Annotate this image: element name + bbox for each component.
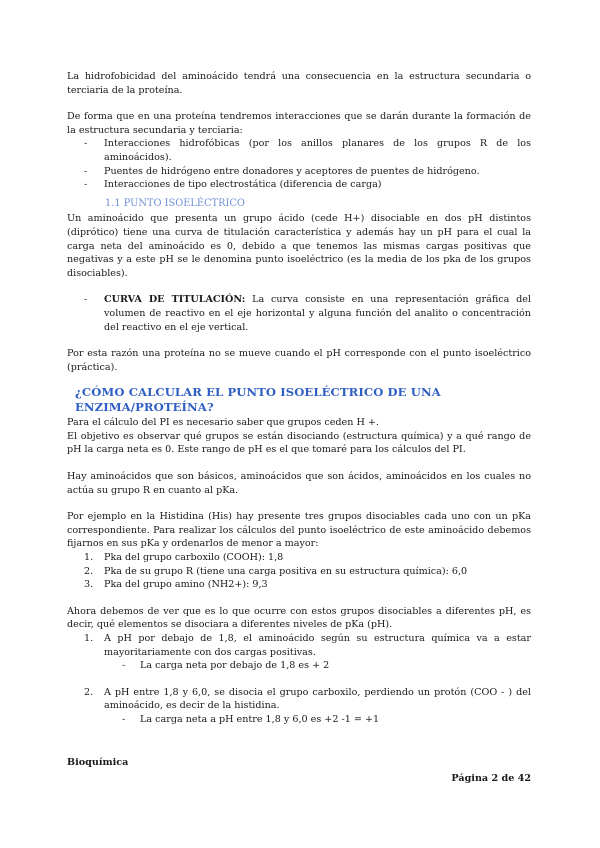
list-text: A pH entre 1,8 y 6,0, se disocia el grupo carboxilo, perdiendo un protón (COO - ) del aminoácido, es decir de la histidina.	[104, 686, 531, 712]
paragraph-pi-calc: Para el cálculo del PI es necesario saber que grupos ceden H +.	[67, 417, 379, 429]
list-number: 3.	[84, 579, 94, 591]
list-number: 1.	[84, 633, 94, 644]
steps-list	[67, 632, 531, 659]
list-item	[67, 551, 531, 565]
list-item: - La carga neta por debajo de 1,8 es + 2	[67, 659, 531, 673]
paragraph-objective: El objetivo es observar qué grupos se están disociando (estructura química) y a qué rango de pH la carga neta es 0. Este rango de pH es el que tomaré para los cálculos del PI.	[67, 430, 531, 456]
list-text: Pka del grupo amino (NH2+): 9,3	[104, 579, 268, 591]
list-item: - Puentes de hidrógeno entre donadores y aceptores de puentes de hidrógeno.	[67, 165, 531, 179]
titration-list	[67, 293, 531, 334]
titration-curve-label: CURVA DE TITULACIÓN:	[104, 294, 246, 306]
list-number: 2.	[84, 686, 94, 698]
list-item	[67, 632, 531, 659]
sub-list	[67, 659, 531, 673]
list-item	[67, 578, 531, 592]
list-item: - Interacciones de tipo electrostática (diferencia de carga)	[67, 178, 531, 192]
list-text: A pH por debajo de 1,8, el aminoácido según su estructura química va a estar mayoritariamente con dos cargas positivas.	[104, 633, 531, 658]
heading-calculate-pi: ¿CÓMO CALCULAR EL PUNTO ISOELÉCTRICO DE UNA ENZIMA/PROTEÍNA?	[75, 385, 441, 415]
list-text: Pka del grupo carboxilo (COOH): 1,8	[104, 552, 284, 564]
paragraph-protein-pi: Por esta razón una proteína no se mueve cuando el pH corresponde con el punto isoeléctrico (práctica).	[67, 348, 531, 373]
list-item	[67, 686, 531, 713]
footer-subject: Bioquímica	[67, 757, 129, 768]
paragraph-histidine: Por ejemplo en la Histidina (His) hay presente tres grupos disociables cada uno con un pKa correspondiente. Para realizar los cálculos del punto isoeléctrico de este aminoácido debemos fijarnos en sus pKa y ordenarlos de menor a mayor:	[67, 511, 531, 550]
list-item: - La carga neta a pH entre 1,8 y 6,0 es +2 -1 = +1	[67, 713, 531, 727]
page-content	[67, 70, 531, 727]
list-item-titration-curve	[67, 293, 531, 334]
paragraph-dissociation: Ahora debemos de ver que es lo que ocurre con estos grupos disociables a diferentes pH, es decir, qué elementos se disociara a diferentes niveles de pKa (pH).	[67, 605, 531, 631]
list-item	[67, 565, 531, 579]
steps-list-2	[67, 686, 531, 713]
footer-page-number: Página 2 de 42	[451, 773, 531, 784]
titration-curve-text: La curva consiste en una representación gráfica del volumen de reactivo en el eje horizontal y alguna función del analito o concentración del reactivo en el eje vertical.	[104, 294, 531, 333]
paragraph-interactions-intro: De forma que en una proteína tendremos interacciones que se darán durante la formación de la estructura secundaria y terciaria:	[67, 111, 531, 136]
sub-list-2	[67, 713, 531, 727]
pka-list	[67, 551, 531, 592]
paragraph-isoelectric-definition: Un aminoácido que presenta un grupo ácido (cede H+) disociable en dos pH distintos (diprótico) tiene una curva de titulación característica y además hay un pH para el cual la carga neta del aminoácido es 0, debido a que tenemos las mismas cargas positivas que negativas y a este pH se le denomina punto isoeléctrico (es la media de los pka de los grupos disociables).	[67, 213, 531, 279]
list-number: 2.	[84, 565, 94, 577]
paragraph-hydrophobicity: La hidrofobicidad del aminoácido tendrá una consecuencia en la estructura secundaria o terciaria de la proteína.	[67, 71, 531, 96]
list-number: 1.	[84, 552, 94, 564]
list-item: - Interacciones hidrofóbicas (por los anillos planares de los grupos R de los aminoácidos).	[67, 137, 531, 164]
section-title-isoelectric: 1.1 PUNTO ISOELÉCTRICO	[105, 197, 245, 209]
interactions-list	[67, 137, 531, 191]
list-text: Pka de su grupo R (tiene una carga positiva en su estructura química): 6,0	[104, 565, 468, 577]
paragraph-amino-types: Hay aminoácidos que son básicos, aminoácidos que son ácidos, aminoácidos en los cuales no actúa su grupo R en cuanto al pKa.	[67, 471, 531, 496]
